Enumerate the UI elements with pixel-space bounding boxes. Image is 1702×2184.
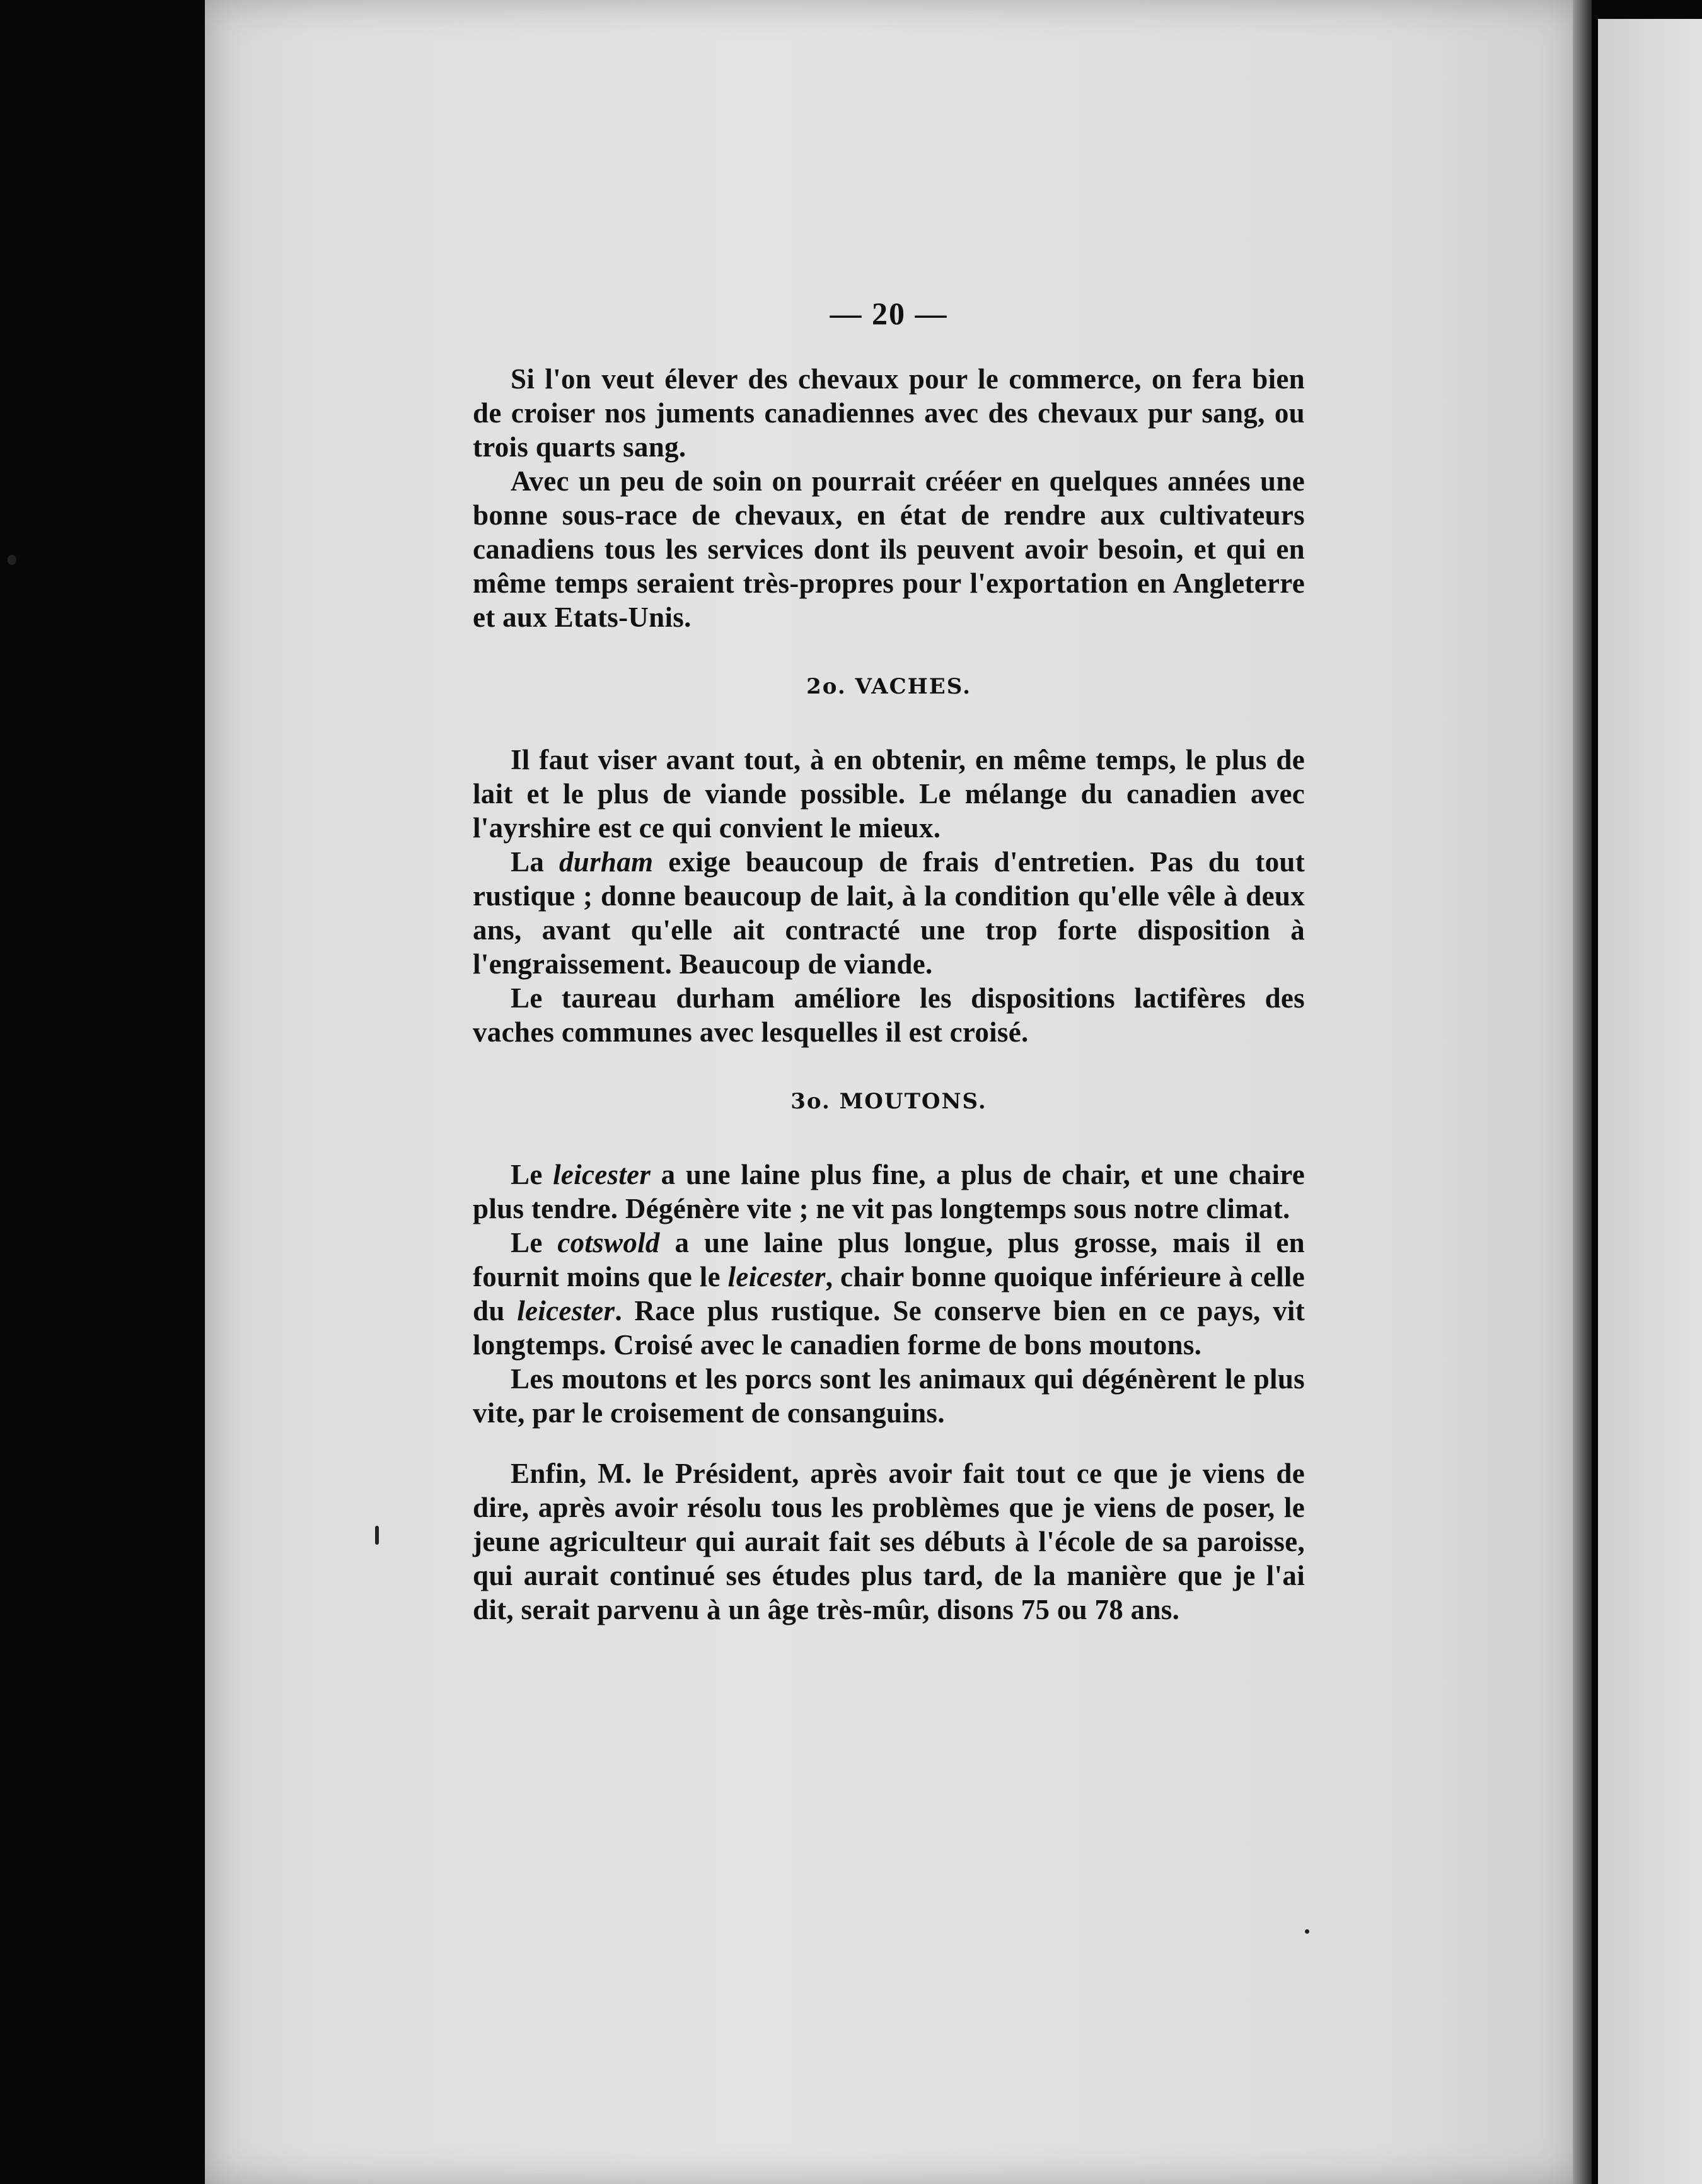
paragraph-sheep-1: [473, 1158, 1305, 1226]
page-gutter: [1573, 0, 1592, 2184]
paragraph-cows-3: Le taureau durham améliore les dispositions lactifères des vaches communes avec lesquelles il est croisé.: [473, 982, 1305, 1048]
text-run: , chair bonne quoique inférieure à celle du: [473, 1261, 1305, 1327]
adjacent-page-edge: [1598, 19, 1702, 2184]
breed-name: cotswold: [557, 1227, 660, 1258]
paragraph-sheep-2: [473, 1226, 1305, 1362]
breed-name: leicester: [553, 1159, 651, 1190]
text-run: La: [511, 846, 559, 878]
paragraph-cows-2: [473, 845, 1305, 981]
page-number: — 20 —: [830, 296, 948, 331]
breed-name: leicester: [517, 1295, 615, 1327]
scan-speck: [1305, 1929, 1309, 1934]
paragraph-horses-1: Si l'on veut élever des chevaux pour le commerce, on fera bien de croiser nos juments canadiennes avec des chevaux pur sang, ou trois quarts sang.: [473, 363, 1305, 463]
text-run: . Race plus rustique. Se conserve bien en ce pays, vit longtemps. Croisé avec le canadien forme de bons moutons.: [473, 1295, 1305, 1361]
breed-name: durham: [559, 846, 654, 878]
text-run: a une laine plus fine, a plus de chair, et une chaire plus tendre. Dégénère vite ; ne vit pas longtemps sous notre climat.: [473, 1159, 1305, 1224]
paragraph-closing: Enfin, M. le Président, après avoir fait tout ce que je viens de dire, après avoir résolu tous les problèmes que je viens de poser, le jeune agriculteur qui aurait fait ses débuts à l'école de sa paroisse, qui aurait continué ses études plus tard, de la manière que je l'ai dit, serait parvenu à un âge très-mûr, disons 75 ou 78 ans.: [473, 1458, 1305, 1625]
breed-name: leicester: [727, 1261, 826, 1292]
section-heading-vaches: 2o. VACHES.: [806, 674, 971, 699]
text-run: Le: [511, 1227, 558, 1258]
page-text: [473, 296, 1305, 1627]
text-run: Le: [511, 1159, 553, 1190]
scan-speck: [8, 555, 16, 565]
text-run: exige beaucoup de frais d'entretien. Pas du tout rustique ; donne beaucoup de lait, à la condition qu'elle vêle à deux ans, avant qu'elle ait contracté une trop forte disposition à l'engraissement. Beaucoup de viande.: [473, 846, 1305, 980]
section-heading-moutons: 3o. MOUTONS.: [790, 1089, 987, 1114]
text-run: a une laine plus longue, plus grosse, mais il en fournit moins que le: [473, 1227, 1305, 1292]
scan-speck: [375, 1526, 379, 1545]
paragraph-sheep-3: Les moutons et les porcs sont les animaux qui dégénèrent le plus vite, par le croisement de consanguins.: [473, 1363, 1305, 1429]
paragraph-cows-1: Il faut viser avant tout, à en obtenir, en même temps, le plus de lait et le plus de viande possible. Le mélange du canadien avec l'ayrshire est ce qui convient le mieux.: [473, 744, 1305, 844]
paragraph-horses-2: Avec un peu de soin on pourrait crééer en quelques années une bonne sous-race de chevaux, en état de rendre aux cultivateurs canadiens tous les services dont ils peuvent avoir besoin, et qui en même temps seraient très-propres pour l'exportation en Angleterre et aux Etats-Unis.: [473, 465, 1305, 633]
